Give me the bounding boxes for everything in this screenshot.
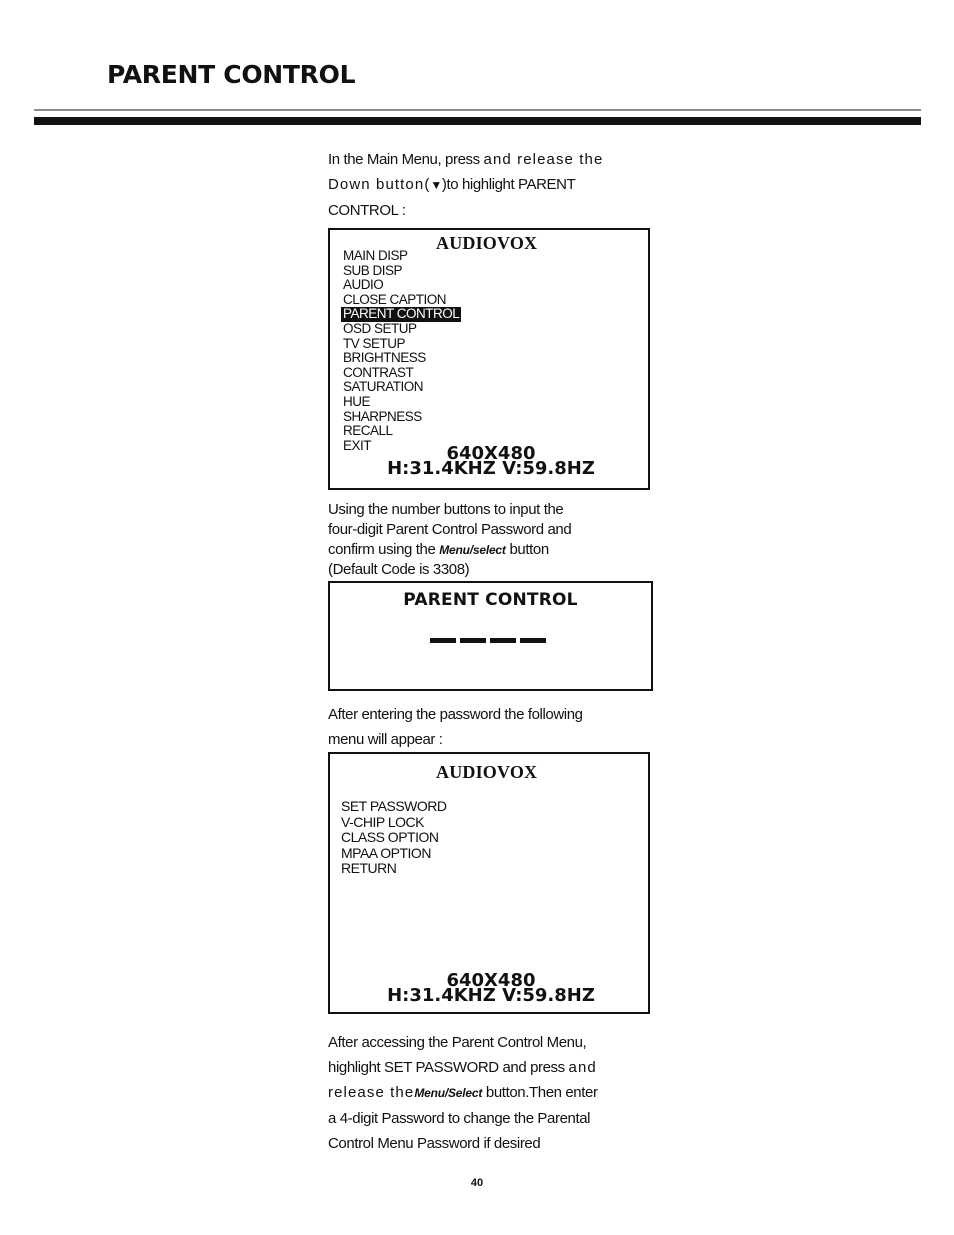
step4-text-2b: and <box>568 1059 597 1076</box>
menu-item[interactable]: HUE <box>343 393 371 409</box>
menu-item[interactable]: SET PASSWORD <box>341 798 447 814</box>
step4-text-3a: release the <box>328 1084 415 1101</box>
step4-paragraph <box>328 1030 668 1156</box>
menu-item[interactable]: OSD SETUP <box>343 320 417 336</box>
step1-line1 <box>328 147 668 172</box>
step3-line2: menu will appear : <box>328 731 443 748</box>
step4-line5: Control Menu Password if desired <box>328 1135 541 1152</box>
menu-item[interactable]: RETURN <box>341 860 397 876</box>
menu-item[interactable]: RECALL <box>343 423 393 439</box>
resolution-text-2: 640X480 <box>446 970 536 991</box>
password-entry-screen <box>328 581 653 691</box>
step4-line3 <box>328 1080 668 1106</box>
step3-paragraph <box>328 702 668 752</box>
step4-line1: After accessing the Parent Control Menu, <box>328 1034 587 1051</box>
step2-line4: (Default Code is 3308) <box>328 561 470 578</box>
frequency-text: H:31.4KHZ V:59.8HZ <box>387 458 595 479</box>
step1-text-b: and release the <box>483 151 604 168</box>
main-menu-list <box>341 249 461 453</box>
step1-text-c: Down button( <box>328 176 431 193</box>
step1-paragraph <box>328 147 668 223</box>
step3-line1: After entering the password the following <box>328 706 583 723</box>
step4-line4: a 4-digit Password to change the Parental <box>328 1110 591 1127</box>
menu-item[interactable]: SHARPNESS <box>343 408 422 424</box>
step1-line2 <box>328 172 668 198</box>
step4-text-2a: highlight SET PASSWORD and press <box>328 1059 565 1076</box>
main-menu-screen <box>328 228 650 490</box>
step2-text-c: button <box>505 541 549 558</box>
menu-item[interactable]: CONTRAST <box>343 364 414 380</box>
password-digit-slot <box>520 638 546 643</box>
resolution-text: 640X480 <box>446 443 536 464</box>
step1-text-d: )to highlight PARENT <box>441 176 576 193</box>
step2-paragraph <box>328 500 668 580</box>
step2-line3 <box>328 540 668 560</box>
menu-select-button-ref: Menu/select <box>439 543 506 557</box>
step1-line3: CONTROL : <box>328 202 406 219</box>
page-title: PARENT CONTROL <box>107 60 356 89</box>
page-number: 40 <box>470 1177 484 1189</box>
menu-item[interactable]: MPAA OPTION <box>341 844 431 861</box>
menu-item[interactable]: AUDIO <box>343 277 384 293</box>
step1-text-a: In the Main Menu, press <box>328 151 480 168</box>
step4-line2 <box>328 1055 668 1080</box>
down-arrow-icon: ▼ <box>430 178 442 192</box>
parent-control-menu-screen <box>328 752 650 1014</box>
menu-item[interactable]: BRIGHTNESS <box>343 350 426 366</box>
menu-item[interactable]: TV SETUP <box>343 335 406 351</box>
password-digit-slots <box>430 638 546 643</box>
frequency-text-2: H:31.4KHZ V:59.8HZ <box>387 985 595 1006</box>
menu-item[interactable]: EXIT <box>343 437 372 453</box>
menu-item[interactable]: PARENT CONTROL <box>343 306 460 322</box>
menu-item[interactable]: MAIN DISP <box>343 248 408 263</box>
step2-text-a: confirm using the <box>328 541 440 558</box>
parent-control-menu-list <box>339 799 449 877</box>
step4-text-3c: button.Then enter <box>482 1084 598 1101</box>
resolution-readout-2 <box>330 970 652 1006</box>
brand-logo-2: AUDIOVOX <box>436 762 538 782</box>
step2-line1: Using the number buttons to input the <box>328 501 564 518</box>
password-digit-slot <box>430 638 456 643</box>
menu-item[interactable]: SATURATION <box>343 379 424 395</box>
menu-item[interactable]: SUB DISP <box>343 262 403 278</box>
password-digit-slot <box>490 638 516 643</box>
password-screen-title: PARENT CONTROL <box>403 590 578 610</box>
brand-logo: AUDIOVOX <box>436 233 538 253</box>
menu-item[interactable]: V-CHIP LOCK <box>341 813 424 830</box>
divider-thin <box>34 109 921 111</box>
menu-select-button-ref-2: Menu/Select <box>414 1086 483 1100</box>
password-digit-slot <box>460 638 486 643</box>
menu-item[interactable]: CLASS OPTION <box>341 829 439 845</box>
menu-item[interactable]: CLOSE CAPTION <box>343 291 447 307</box>
divider-thick <box>34 117 921 125</box>
step2-line2: four-digit Parent Control Password and <box>328 521 572 538</box>
